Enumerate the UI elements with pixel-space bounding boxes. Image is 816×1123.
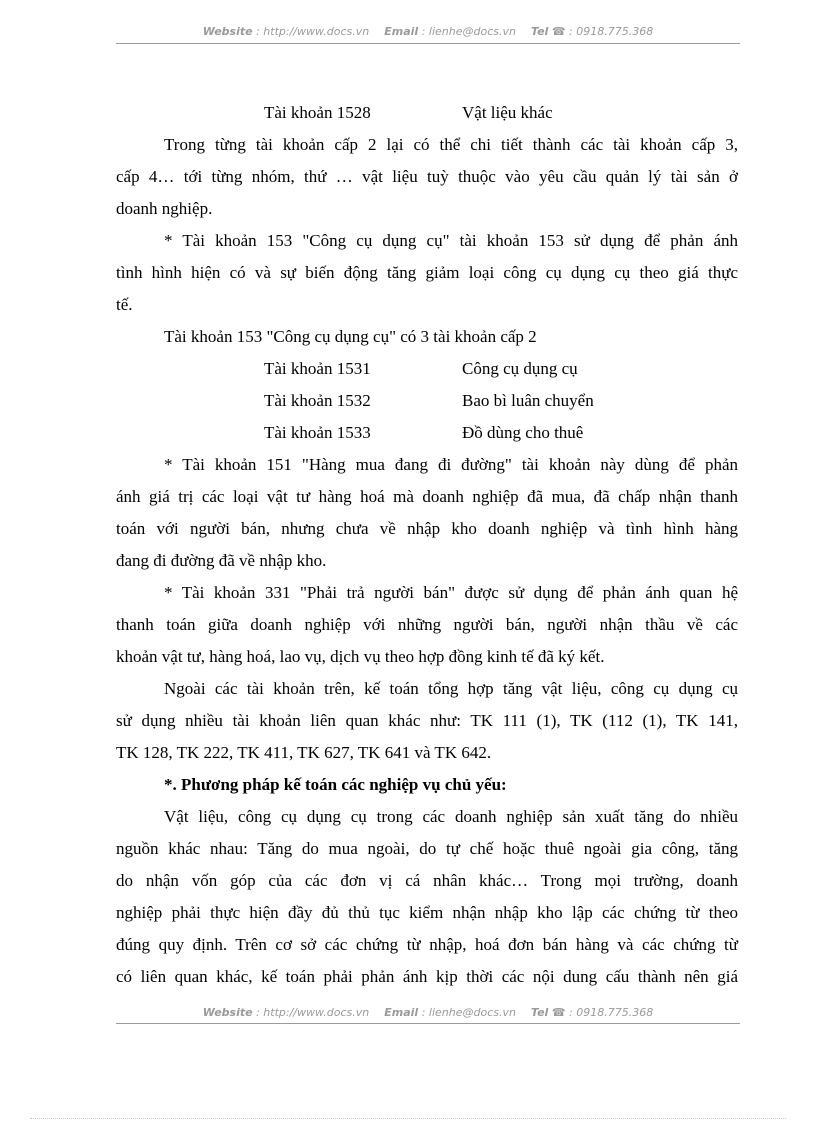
phone-icon: ☎ — [551, 25, 566, 38]
account-code: Tài khoản 1531 — [264, 359, 371, 378]
paragraph-line: cấp 4… tới từng nhóm, thứ … vật liệu tuỳ thuộc vào yêu cầu quản lý tài sản ở — [116, 167, 738, 186]
paragraph-line: Trong từng tài khoản cấp 2 lại có thể chi tiết thành các tài khoản cấp 3, — [164, 135, 738, 154]
account-name: Đồ dùng cho thuê — [462, 423, 584, 442]
paragraph-line: đúng quy định. Trên cơ sở các chứng từ nhập, hoá đơn bán hàng và các chứng từ — [116, 935, 738, 954]
paragraph-line: Ngoài các tài khoản trên, kế toán tổng hợp tăng vật liệu, công cụ dụng cụ — [164, 679, 738, 698]
account-code: Tài khoản 1528 — [264, 103, 371, 122]
paragraph-line: toán với người bán, nhưng chưa về nhập kho doanh nghiệp và tình hình hàng — [116, 519, 738, 538]
header-website-url[interactable]: : http://www.docs.vn — [256, 25, 370, 38]
account-row — [116, 97, 738, 129]
paragraph-line: nguồn khác nhau: Tăng do mua ngoài, do tự chế hoặc thuê ngoài gia công, tăng — [116, 839, 738, 858]
page-footer — [116, 1006, 740, 1019]
header-website-label: Website — [202, 25, 253, 38]
footer-email-value[interactable]: : lienhe@docs.vn — [421, 1006, 516, 1019]
header-tel-value: : 0918.775.368 — [569, 25, 654, 38]
paragraph-line: đang đi đường đã về nhập kho. — [116, 551, 327, 570]
paragraph-line: * Tài khoản 151 "Hàng mua đang đi đường" tài khoản này dùng để phản — [164, 455, 738, 474]
paragraph-line: * Tài khoản 153 "Công cụ dụng cụ" tài khoản 153 sử dụng để phản ánh — [164, 231, 738, 250]
section-heading: *. Phương pháp kế toán các nghiệp vụ chủ yếu: — [164, 775, 507, 794]
footer-website-label: Website — [202, 1006, 253, 1019]
paragraph-line: doanh nghiệp. — [116, 199, 213, 218]
footer-email-label: Email — [384, 1006, 419, 1019]
account-name: Bao bì luân chuyển — [462, 391, 594, 410]
footer-divider — [116, 1023, 740, 1024]
paragraph-line: tình hình hiện có và sự biến động tăng giảm loại công cụ dụng cụ theo giá thực — [116, 263, 738, 282]
header-email-label: Email — [384, 25, 419, 38]
paragraph-line: * Tài khoản 331 "Phải trả người bán" được sử dụng để phản ánh quan hệ — [164, 583, 738, 602]
header-email-value[interactable]: : lienhe@docs.vn — [421, 25, 516, 38]
paragraph-line: TK 128, TK 222, TK 411, TK 627, TK 641 và TK 642. — [116, 743, 492, 762]
page-header — [116, 25, 740, 38]
footer-website-url[interactable]: : http://www.docs.vn — [256, 1006, 370, 1019]
paragraph-line: Vật liệu, công cụ dụng cụ trong các doanh nghiệp sản xuất tăng do nhiều — [164, 807, 738, 826]
paragraph-line: do nhận vốn góp của các đơn vị cá nhân khác… Trong mọi trường, doanh — [116, 871, 738, 890]
account-row — [116, 385, 738, 417]
account-code: Tài khoản 1532 — [264, 391, 371, 410]
header-tel-label: Tel — [530, 25, 549, 38]
paragraph-line: sử dụng nhiều tài khoản liên quan khác như: TK 111 (1), TK (112 (1), TK 141, — [116, 711, 738, 730]
footer-tel-label: Tel — [530, 1006, 549, 1019]
header-divider — [116, 43, 740, 44]
paragraph-line: nghiệp phải thực hiện đầy đủ thủ tục kiểm nhận nhập kho lập các chứng từ theo — [116, 903, 738, 922]
paragraph-line: Tài khoản 153 "Công cụ dụng cụ" có 3 tài khoản cấp 2 — [164, 327, 537, 346]
account-name: Công cụ dụng cụ — [462, 359, 578, 378]
account-code: Tài khoản 1533 — [264, 423, 371, 442]
phone-icon: ☎ — [551, 1006, 566, 1019]
paragraph-line: tế. — [116, 295, 133, 314]
paragraph-line: có liên quan khác, kế toán phải phản ánh kịp thời các nội dung cấu thành nên giá — [116, 967, 738, 986]
document-body — [116, 97, 738, 993]
account-row — [116, 417, 738, 449]
paragraph-line: ánh giá trị các loại vật tư hàng hoá mà doanh nghiệp đã mua, đã chấp nhận thanh — [116, 487, 738, 506]
account-name: Vật liệu khác — [462, 103, 553, 122]
page-edge-divider — [30, 1118, 786, 1119]
account-row — [116, 353, 738, 385]
footer-tel-value: : 0918.775.368 — [569, 1006, 654, 1019]
paragraph-line: thanh toán giữa doanh nghiệp với những người bán, người nhận thầu về các — [116, 615, 738, 634]
paragraph-line: khoản vật tư, hàng hoá, lao vụ, dịch vụ theo hợp đồng kinh tế đã ký kết. — [116, 647, 605, 666]
